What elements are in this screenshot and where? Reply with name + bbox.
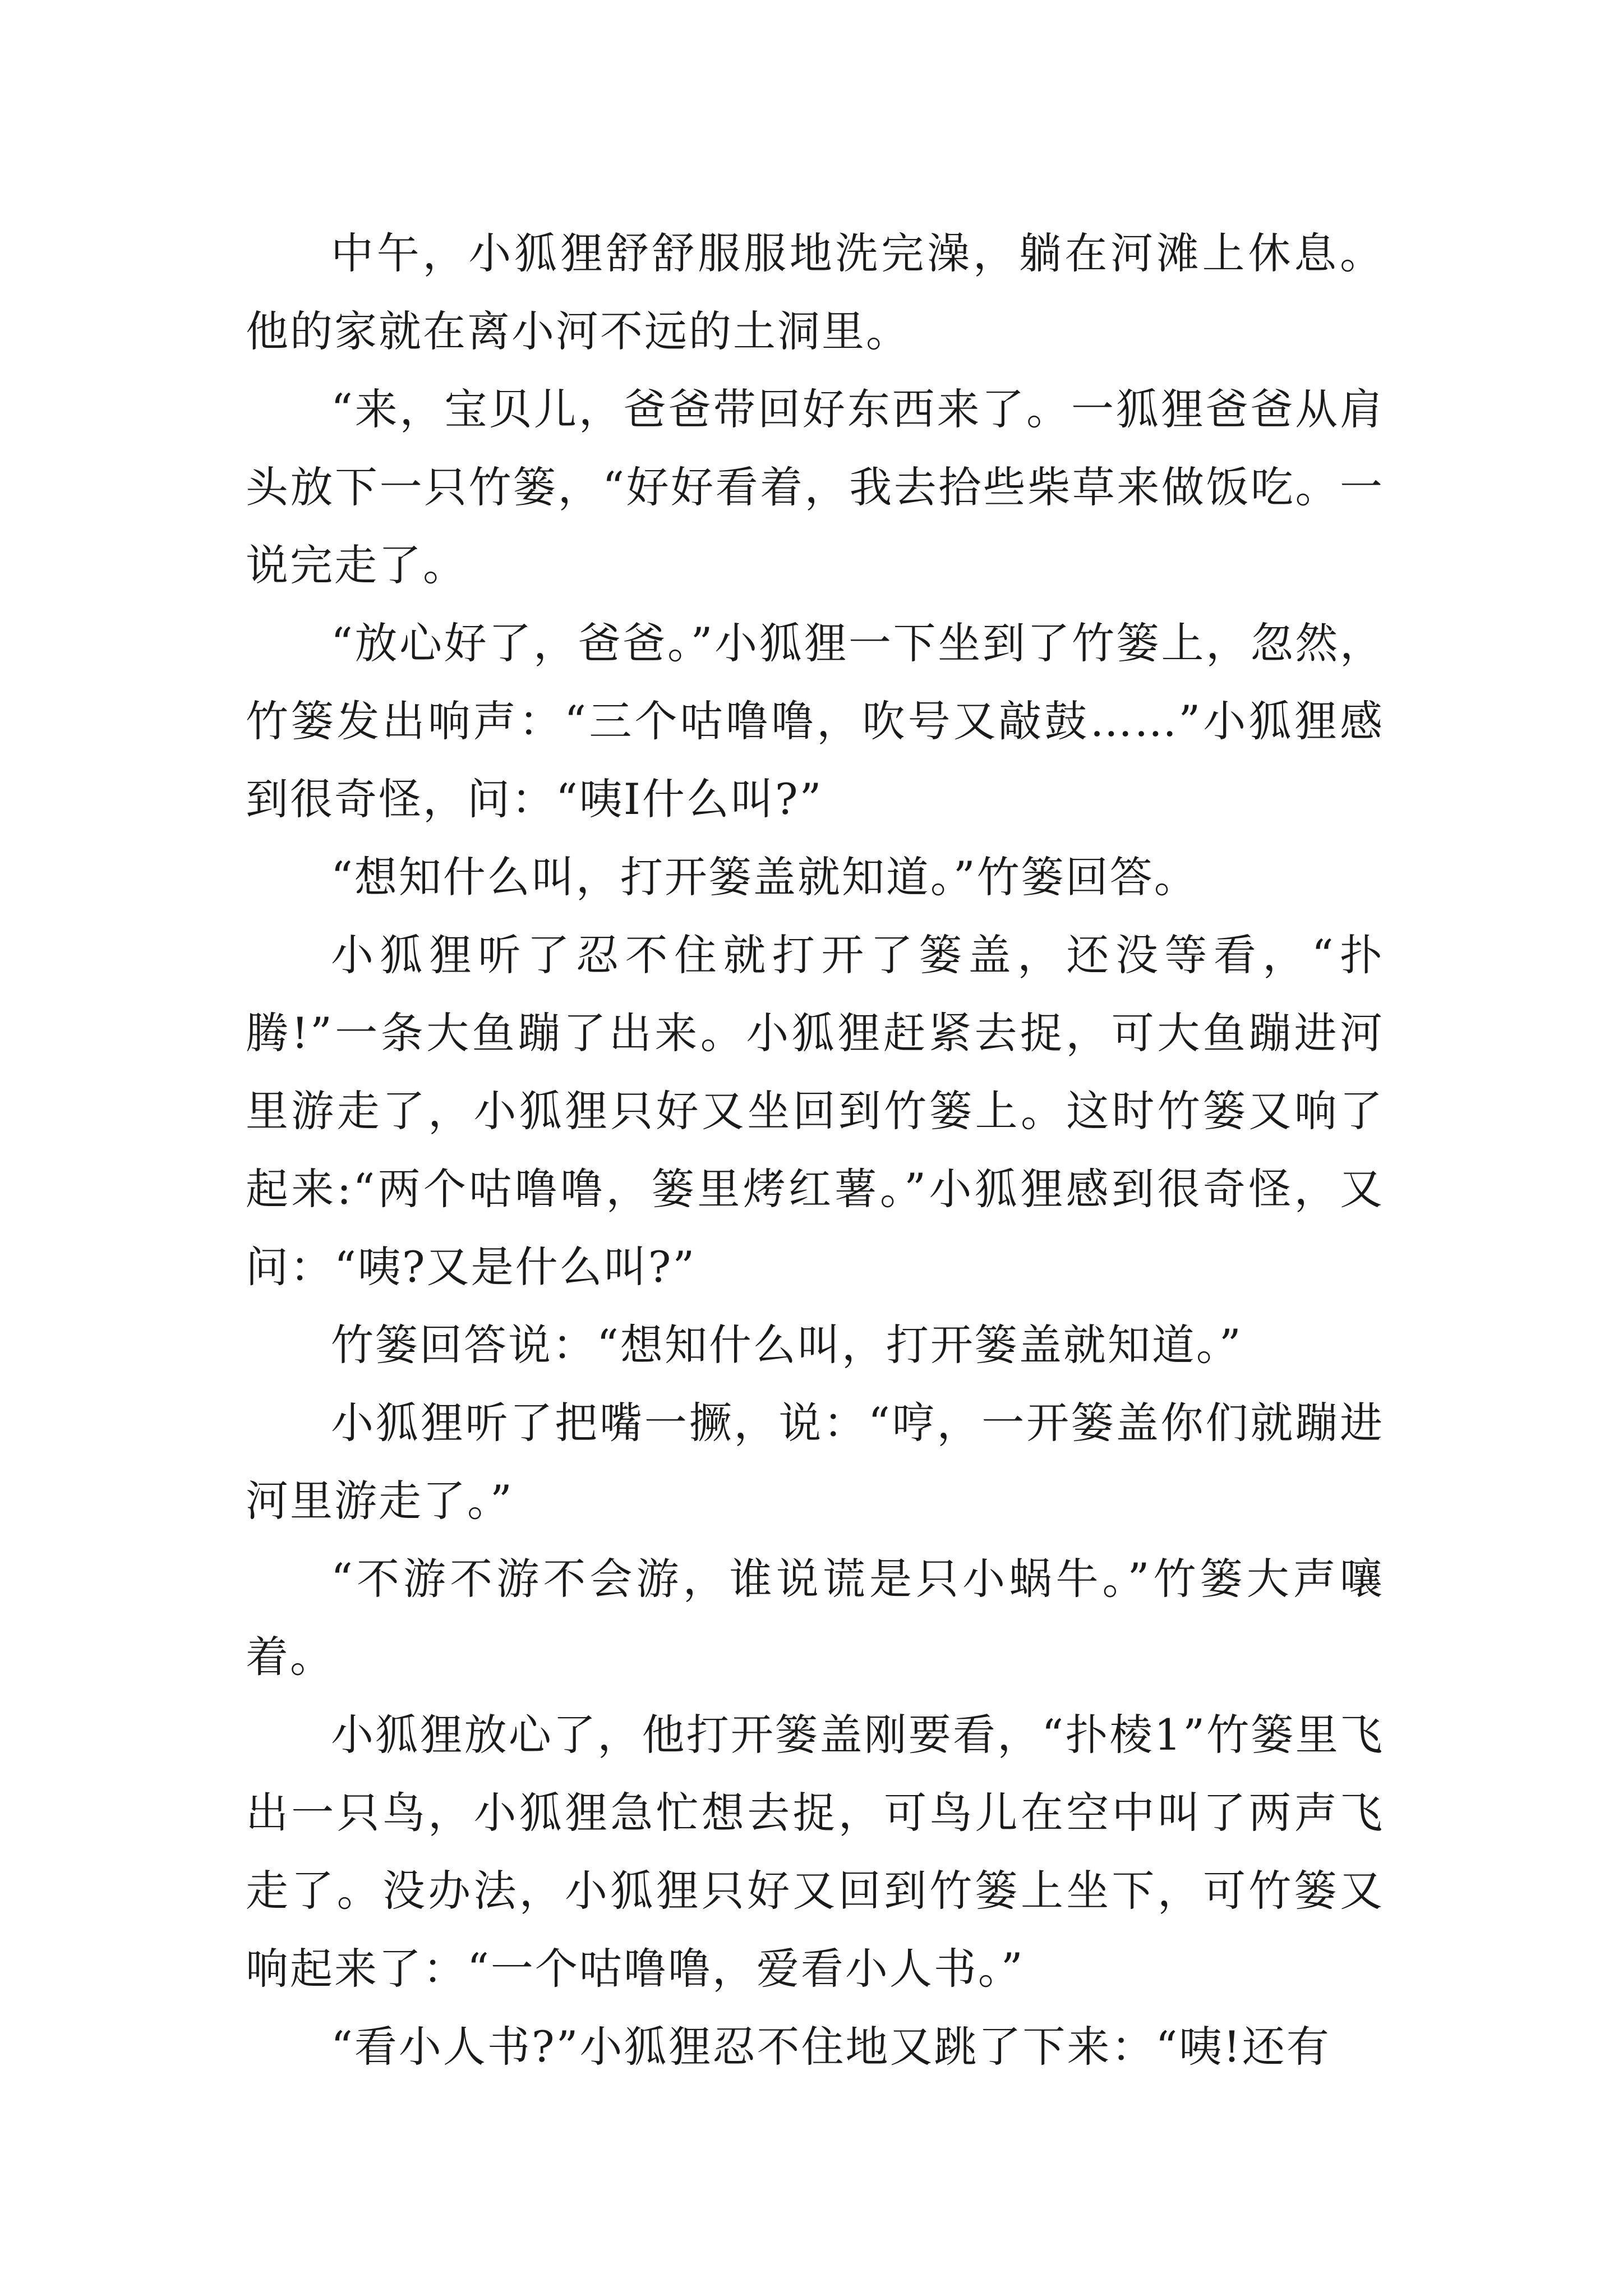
paragraph: 小狐狸放心了，他打开篓盖刚要看，“扑棱1”竹篓里飞出一只鸟，小狐狸急忙想去捉，可鸟儿在空中叫了两声飞走了。没办法，小狐狸只好又回到竹篓上坐下，可竹篓又响起来了：“一个咕噜噜，爱看小人书。” [246,1710,1384,1994]
paragraph: “不游不游不会游，谁说谎是只小蜗牛。”竹篓大声嚷着。 [246,1554,1384,1682]
paragraph: 小狐狸听了把嘴一撅，说：“哼，一开篓盖你们就蹦进河里游走了。” [246,1398,1384,1526]
paragraph: 竹篓回答说：“想知什么叫，打开篓盖就知道。” [331,1320,1243,1370]
paragraph: 小狐狸听了忍不住就打开了篓盖，还没等看，“扑腾!”一条大鱼蹦了出来。小狐狸赶紧去捉，可大鱼蹦进河里游走了，小狐狸只好又坐回到竹篓上。这时竹篓又响了起来:“两个咕噜噜，篓里烤红薯。”小狐狸感到很奇怪，又问：“咦?又是什么叫?” [246,930,1384,1292]
paragraph: “看小人书?”小狐狸忍不住地又跳了下来：“咦!还有 [331,2022,1331,2072]
paragraph: “放心好了，爸爸。”小狐狸一下坐到了竹篓上，忽然，竹篓发出响声：“三个咕噜噜，吹号又敲鼓……”小狐狸感到很奇怪，问：“咦Ⅰ什么叫?” [246,618,1384,824]
story-text [246,214,1384,2086]
paragraph: “来，宝贝儿，爸爸带回好东西来了。一狐狸爸爸从肩头放下一只竹篓，“好好看着，我去拾些柴草来做饭吃。一说完走了。 [246,384,1384,590]
paragraph: “想知什么叫，打开篓盖就知道。”竹篓回答。 [331,852,1198,902]
paragraph: 中午，小狐狸舒舒服服地洗完澡，躺在河滩上休息。他的家就在离小河不远的土洞里。 [246,228,1384,356]
